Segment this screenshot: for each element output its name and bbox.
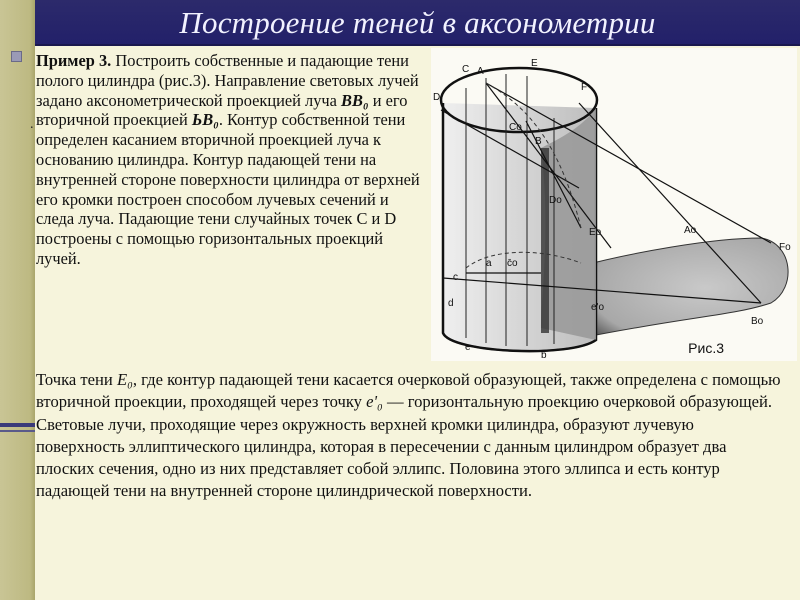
title-bar: [35, 0, 800, 46]
label-Co: Co: [509, 122, 522, 133]
dot-mark: .: [30, 117, 34, 132]
label-C: C: [462, 64, 470, 75]
ray-main: BB₀: [341, 90, 369, 110]
label-a: a: [486, 258, 492, 269]
label-D: D: [433, 92, 441, 103]
point-e0: E₀: [116, 370, 133, 389]
label-F: F: [581, 82, 588, 93]
stripe-accent-line: [0, 430, 35, 432]
p2-part3: — горизонтальную проекцию очерковой образующей. Световые лучи, проходящие через окружность верхней кромки цилиндра, образуют лучевую поверхность эллиптического цилиндра, которая в пересечении с данным цилиндром образует два плоских сечения, одно из них представляет собой эллипс. Половина этого эллипса и есть контур падающей тени на внутренней стороне цилиндрической поверхности.: [36, 392, 773, 501]
label-eo: e'o: [591, 302, 605, 313]
cylinder-diagram: [431, 48, 797, 361]
stripe-accent-bar: [0, 423, 35, 427]
example-label: Пример 3.: [36, 51, 112, 70]
slide-title: Построение теней в аксонометрии: [179, 5, 656, 40]
label-B: B: [535, 136, 542, 147]
p2-part2: , где контур падающей тени касается очерковой образующей, также определена с помощью вторичной проекции, проходящей через точку: [36, 370, 781, 412]
left-decor-stripe: [0, 0, 35, 600]
paragraph-explanation: [36, 369, 786, 503]
p1-part1: Построить собственные и падающие тени полого цилиндра (рис.3). Направление световых лучей задано аксонометрической проекцией луча: [36, 51, 419, 110]
label-Ao: Ao: [684, 225, 697, 236]
p1-part3: . Контур собственной тени определен касанием вторичной проекцией луча к основанию цилиндра. Контур падающей тени на внутренней стороне поверхности цилиндра от верхней его кромки построен способом лучевых сечений и следа луча. Падающие тени случайных точек С и D построены с помощью горизонтальных проекций лучей.: [36, 110, 420, 268]
ray-secondary: ЬB₀: [191, 110, 219, 130]
label-b: b: [541, 350, 547, 361]
label-E: E: [531, 58, 538, 69]
p1-part2: и его вторичной проекцией: [36, 90, 408, 130]
title-underline: [35, 44, 800, 46]
front-cut-edge: [541, 148, 549, 333]
label-e: e: [465, 342, 471, 353]
label-Eo: Eo: [589, 227, 602, 238]
bullet-square-icon: [11, 51, 22, 62]
figure-cylinder-shadow: [431, 48, 797, 361]
label-Do: Do: [549, 195, 562, 206]
point-e-prime: e'₀: [366, 392, 383, 412]
label-d: d: [448, 298, 454, 309]
figure-caption: Рис.3: [688, 340, 724, 356]
p2-part1: Точка тени: [36, 370, 117, 389]
label-Bo: Bo: [751, 316, 764, 327]
label-c: c: [453, 272, 458, 283]
label-Fo: Fo: [779, 242, 791, 253]
label-co: c̄o: [507, 258, 518, 269]
label-A: A: [477, 66, 484, 77]
paragraph-example: [36, 51, 428, 269]
